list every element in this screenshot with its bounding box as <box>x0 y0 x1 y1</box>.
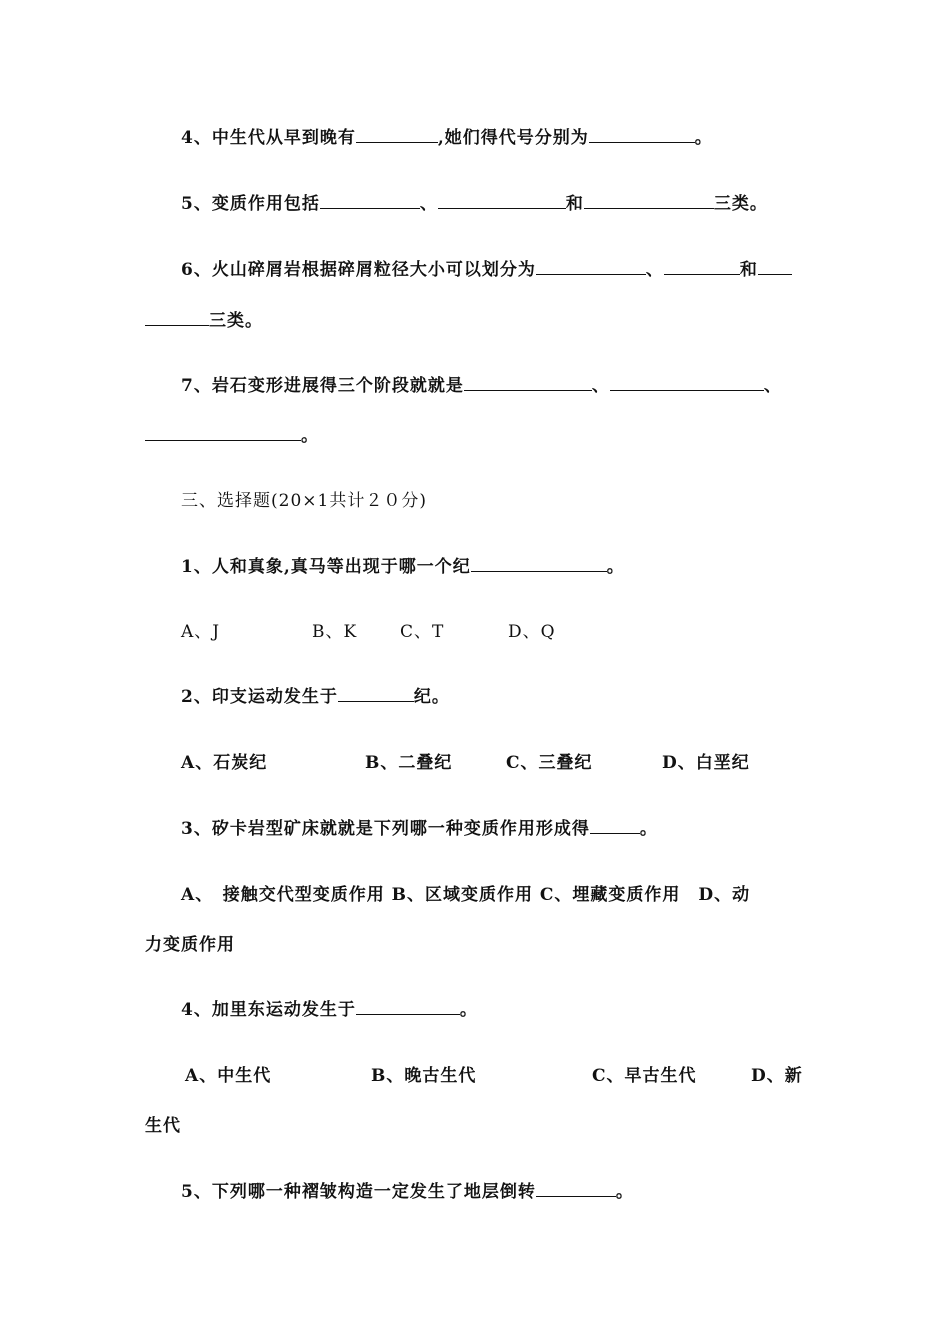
choice-q4-end: 。 <box>459 1000 478 1020</box>
answer-blank <box>758 259 792 275</box>
answer-blank <box>590 818 640 834</box>
option-b: B、K <box>312 622 358 642</box>
fill-q7-sep: 、 <box>591 376 610 396</box>
answer-blank <box>536 259 646 275</box>
choice-q1-end: 。 <box>606 557 625 577</box>
fill-question-6-wrap <box>145 310 263 332</box>
answer-blank <box>589 127 695 143</box>
answer-blank <box>536 1181 616 1197</box>
choice-q4-text: 4、加里东运动发生于 <box>181 1000 356 1020</box>
option-b: B、二叠纪 <box>365 753 453 773</box>
choice-question-1 <box>181 556 625 578</box>
choice-question-4 <box>181 999 478 1021</box>
fill-q6-sep: 、 <box>645 260 664 280</box>
fill-q5-end: 三类。 <box>713 194 768 214</box>
answer-blank <box>471 556 607 572</box>
answer-blank <box>438 193 566 209</box>
choice-3-options-wrap: 力变质作用 <box>145 935 235 955</box>
option-c: C、T <box>400 622 445 642</box>
fill-q5-and: 和 <box>565 194 584 214</box>
answer-blank <box>145 425 301 441</box>
option-d: D、白垩纪 <box>662 753 750 773</box>
section-title: 三、选择题(20×1共计２０分) <box>181 491 427 511</box>
choice-q5-end: 。 <box>615 1182 634 1202</box>
answer-blank <box>356 999 460 1015</box>
fill-q4-text: 4、中生代从早到晚有 <box>181 128 356 148</box>
choice-q1-text: 1、人和真象,真马等出现于哪一个纪 <box>181 557 471 577</box>
choice-question-5 <box>181 1181 634 1203</box>
option-d: D、Q <box>508 622 556 642</box>
choice-question-2 <box>181 686 450 708</box>
answer-blank <box>356 127 438 143</box>
answer-blank <box>464 375 592 391</box>
fill-q7-end: 。 <box>301 426 319 446</box>
choice-q5-text: 5、下列哪一种褶皱构造一定发生了地层倒转 <box>181 1182 536 1202</box>
fill-q5-sep: 、 <box>419 194 438 214</box>
fill-question-5 <box>181 193 768 215</box>
option-b: B、晚古生代 <box>371 1066 477 1086</box>
fill-q6-and: 和 <box>739 260 758 280</box>
fill-q4-text-2: ,她们得代号分别为 <box>437 128 589 148</box>
fill-question-7 <box>181 375 782 397</box>
choice-q3-end: 。 <box>639 819 658 839</box>
fill-q7-sep-2: 、 <box>763 376 782 396</box>
fill-q7-text: 7、岩石变形进展得三个阶段就就是 <box>181 376 464 396</box>
answer-blank <box>145 310 209 326</box>
fill-q6-text: 6、火山碎屑岩根据碎屑粒径大小可以划分为 <box>181 260 536 280</box>
fill-q6-end: 三类。 <box>209 311 263 331</box>
choice-question-3 <box>181 818 658 840</box>
fill-q4-end: 。 <box>694 128 713 148</box>
answer-blank <box>584 193 714 209</box>
option-c: C、三叠纪 <box>506 753 593 773</box>
fill-question-4 <box>181 127 713 149</box>
answer-blank <box>610 375 764 391</box>
answer-blank <box>320 193 420 209</box>
option-a: A、J <box>181 622 221 642</box>
choice-q2-end: 纪。 <box>413 687 450 707</box>
choice-q2-text: 2、印支运动发生于 <box>181 687 338 707</box>
fill-question-7-wrap <box>145 425 319 447</box>
answer-blank <box>664 259 740 275</box>
answer-blank <box>338 686 414 702</box>
choice-3-options: A、 接触交代型变质作用 B、区域变质作用 C、埋藏变质作用 D、动 <box>181 885 751 905</box>
option-a: A、石炭纪 <box>181 753 268 773</box>
fill-q5-text: 5、变质作用包括 <box>181 194 320 214</box>
option-a: A、中生代 <box>185 1066 272 1086</box>
choice-q3-text: 3、矽卡岩型矿床就就是下列哪一种变质作用形成得 <box>181 819 590 839</box>
option-c: C、早古生代 <box>592 1066 697 1086</box>
choice-4-options-wrap: 生代 <box>145 1116 181 1136</box>
fill-question-6 <box>181 259 792 281</box>
option-d: D、新 <box>751 1066 803 1086</box>
